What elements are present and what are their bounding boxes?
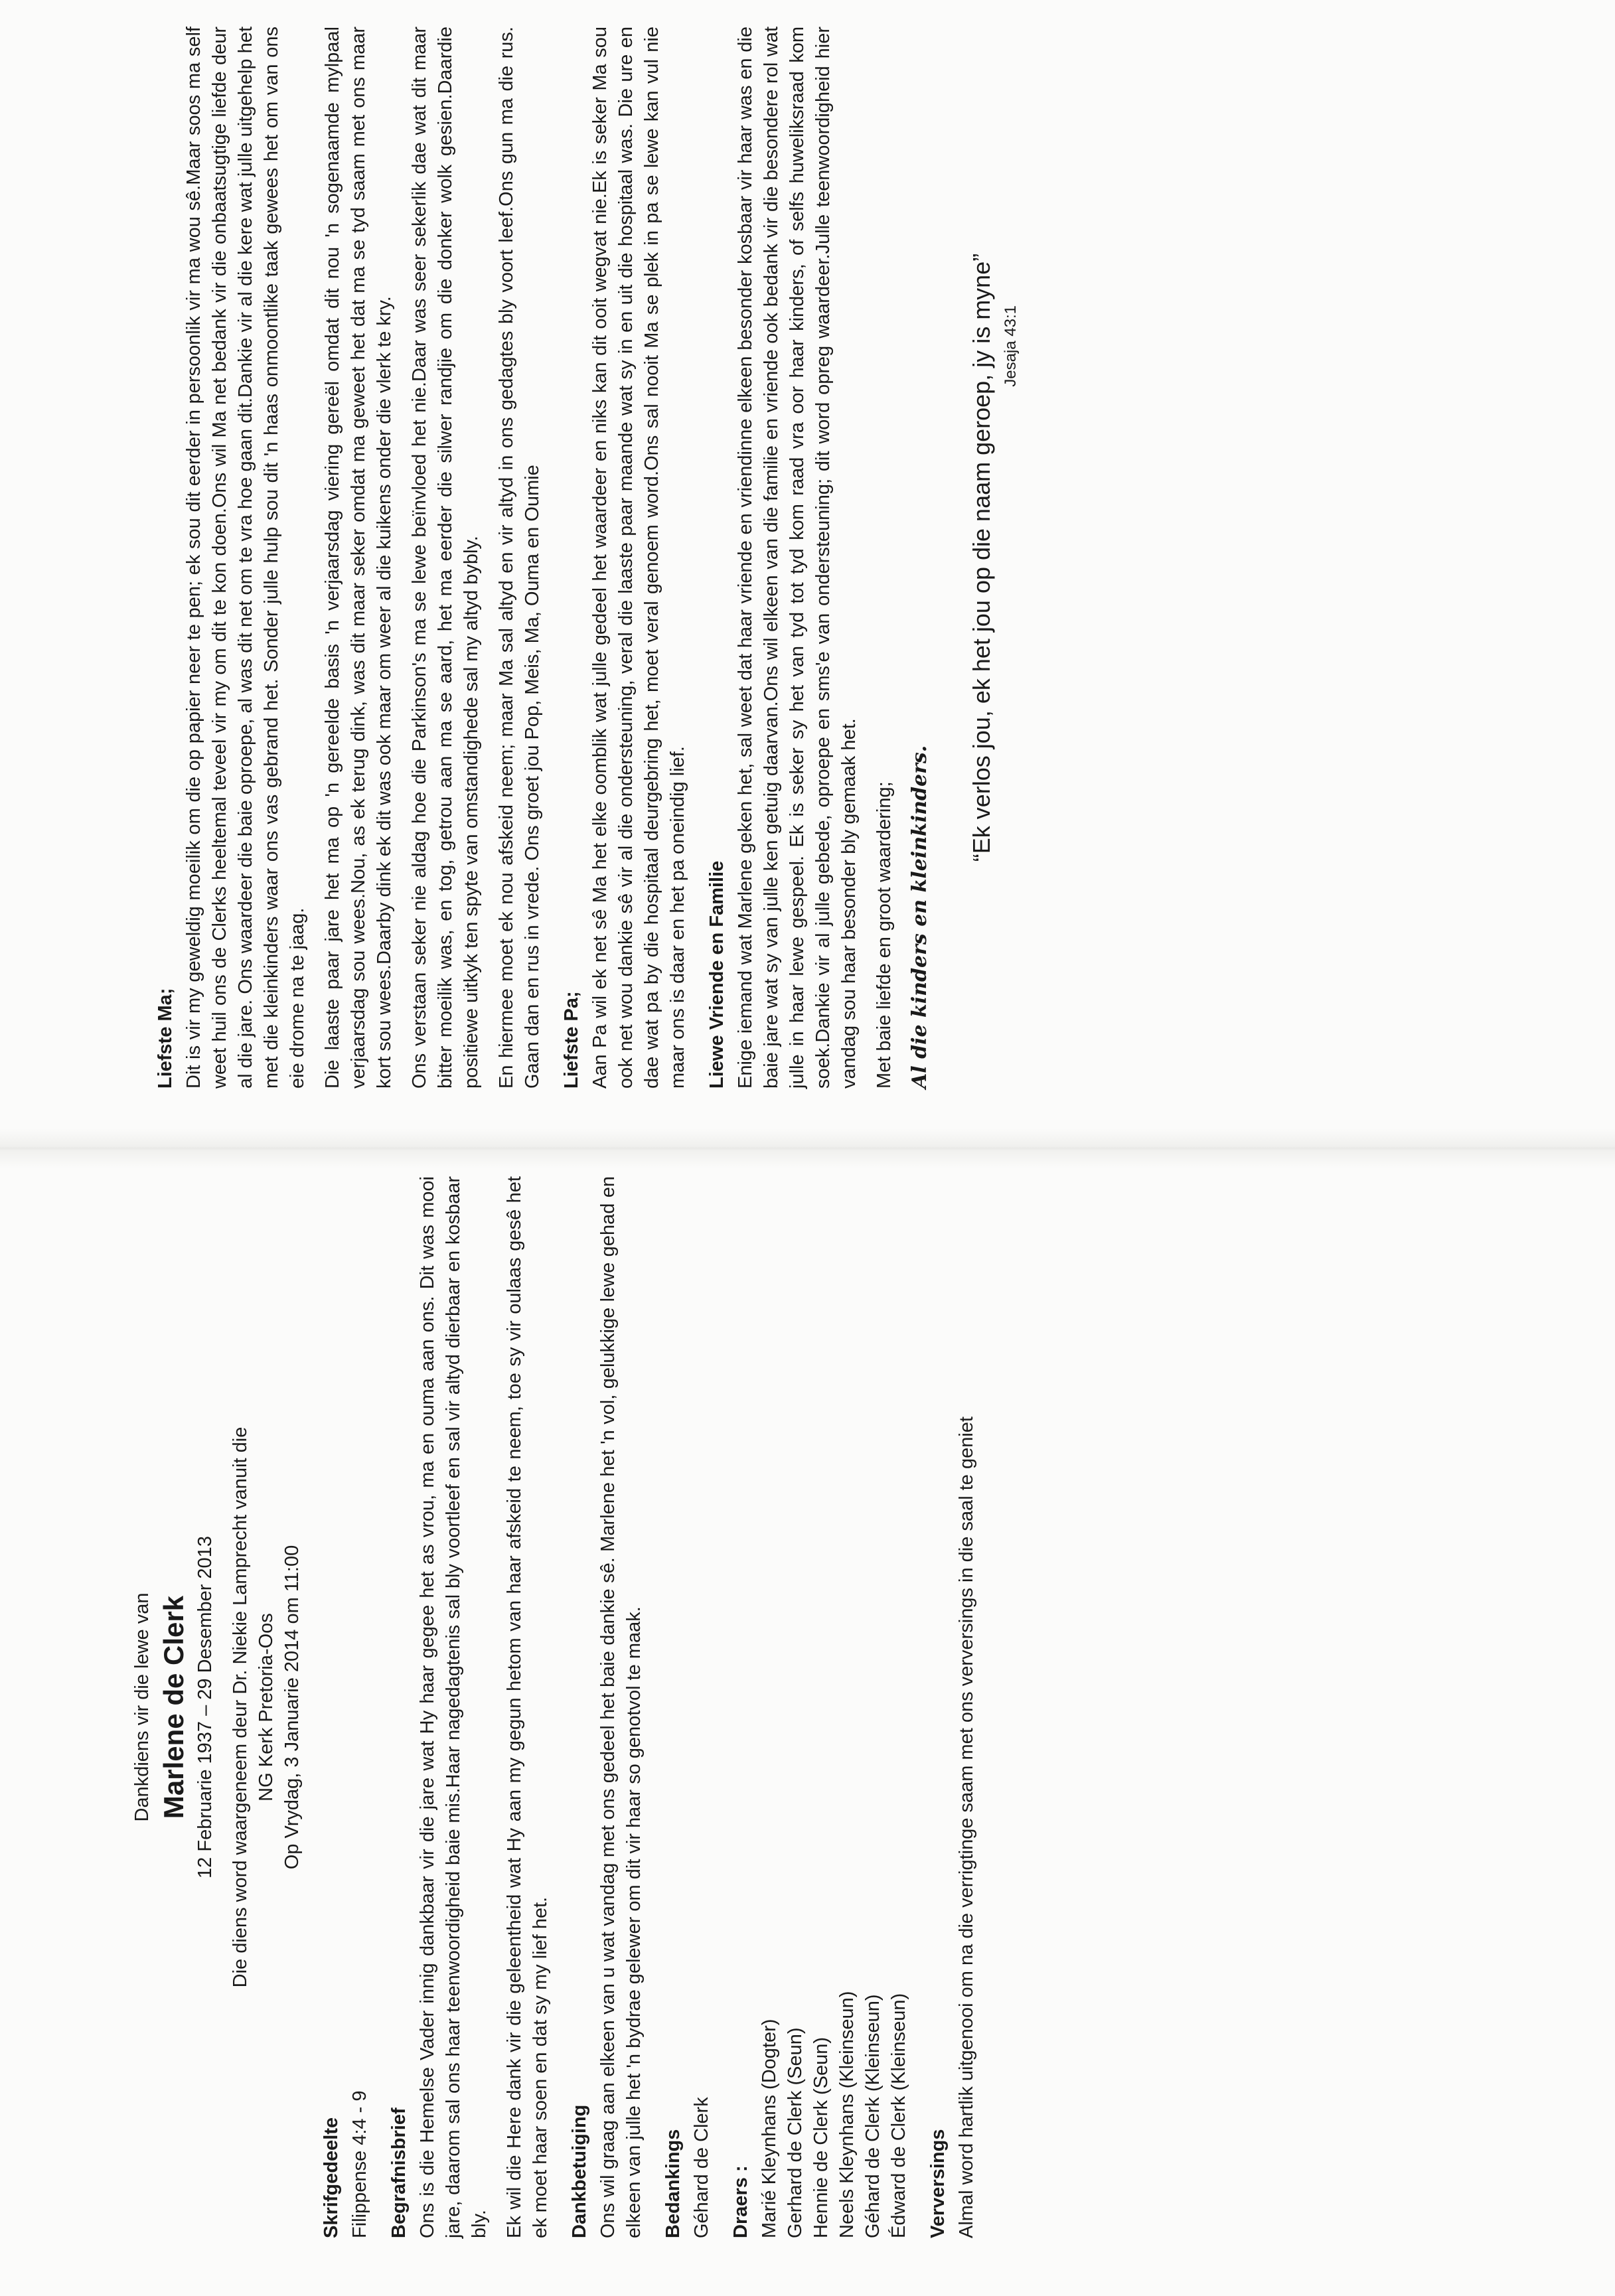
begrafnisbrief-paragraph-2: Ek wil die Here dank vir die geleentheid wat Hy aan my gegun hetom van haar afskeid te neem, toe sy vir oulaas gesê het ek moet haar soen en dat sy my lief het. xyxy=(504,1176,551,2238)
letter-paragraph-5: Aan Pa wil ek net sê Ma het elke oomblik wat julle gedeel het waardeer en niks kan dit ooit wegvat nie.Ek is seker Ma sou ook net wou dankie sê vir al die ondersteuning, veral die laaste paar maande wat sy in en uit die hospitaal was. Die ure en dae wat pa by die hospitaal deurgebring het, moet veral genoem word.Ons sal nooit Ma se plek in pa se lewe kan vul nie maar ons is daar en het pa oneindig lief. xyxy=(589,27,688,1089)
begrafnisbrief-paragraph-1: Ons is die Hemelse Vader innig dankbaar vir die jare wat Hy haar gegee het as vrou, ma en ouma aan ons. Dit was mooi jare, daarom sal ons haar teenwoordigheid baie mis.Haar nagedagtenis sal bly voortleef en sal vir altyd dierbaar en kosbaar bly. xyxy=(417,1176,490,2238)
letter-panel xyxy=(139,27,1024,1089)
list-item: Édward de Clerk (Kleinseun) xyxy=(888,1993,909,2238)
scripture-passage: Filippense 4:4 - 9 xyxy=(349,2090,370,2238)
pallbearer-list xyxy=(757,1176,912,2238)
heading-liefste-pa: Liefste Pa; xyxy=(561,991,582,1089)
verversings-text: Almal word hartlik uitgenooi om na die verrigtinge saam met ons verversings in die saal te geniet xyxy=(956,1416,977,2238)
life-dates: 12 Februarie 1937 – 29 Desember 2013 xyxy=(194,1536,216,1878)
heading-draers: Draers : xyxy=(730,2165,751,2238)
program-intro: Dankdiens vir die lewe van xyxy=(131,1592,153,1822)
service-line-1: Die diens word waargeneem deur Dr. Niekie Lamprecht vanuit die xyxy=(230,1426,251,1988)
dankbetuiging-text: Ons wil graag aan elkeen van u wat vandag met ons gedeel het baie dankie sê. Marlene het 'n vol, gelukkige lewe gehad en elkeen van julle het 'n bydrae gelewer om dit vir haar so genotvol te maak. xyxy=(597,1176,645,2238)
list-item: Gerhard de Clerk (Seun) xyxy=(785,2027,806,2238)
program-panel xyxy=(129,1176,989,2238)
list-item: Neels Kleynhans (Kleinseun) xyxy=(836,1991,858,2238)
letter-signature: Al die kinders en kleinkinders. xyxy=(908,745,931,1089)
heading-begrafnisbrief: Begrafnisbrief xyxy=(388,2107,410,2238)
heading-vriende-familie: Liewe Vriende en Familie xyxy=(706,860,728,1089)
letter-closing: Met baie liefde en groot waardering; xyxy=(874,781,895,1089)
list-item: Géhard de Clerk (Kleinseun) xyxy=(862,1994,884,2238)
letter-paragraph-3: Ons verstaan seker nie aldag hoe die Parkinson's ma se lewe beïnvloed het nie.Daar was seer sekerlik dae wat dit maar bitter moeilik was, en tog, getrou aan ma se aard, het ma eerder die silwer randjie om die donker wolk gesien.Daardie positiewe uitkyk ten spyte van omstandighede sal my altyd bybly. xyxy=(409,27,482,1089)
deceased-name: Marlene de Clerk xyxy=(158,1595,189,1819)
letter-paragraph-4: En hiermee moet ek nou afskeid neem; maar Ma sal altyd en vir altyd in ons gedagtes bly voort leef.Ons gun ma die rus. Gaan dan en rus in vrede. Ons groet jou Pop, Meis, Ma, Ouma en Oumie xyxy=(496,27,543,1089)
letter-paragraph-2: Die laaste paar jare het ma op 'n gereelde basis 'n verjaarsdag viering gereël omdat dit nou 'n sogenaamde mylpaal verjaarsdag sou wees.Nou, as ek terug dink, was dit maar seker omdat ma geweet het dat ma se tyd saam met ons maar kort sou wees.Daarby dink ek dit was ook maar om weer al die kuikens onder die vlerk te kry. xyxy=(322,27,395,1089)
heading-skrifgedeelte: Skrifgedeelte xyxy=(321,2117,342,2238)
scripture-reference: Jesaja 43:1 xyxy=(1002,305,1020,387)
service-line-3: Op Vrydag, 3 Januarie 2014 om 11:00 xyxy=(281,1545,303,1870)
scripture-quote: “Ek verlos jou, ek het jou op die naam geroep, jy is myne” xyxy=(968,253,995,862)
heading-dankbetuiging: Dankbetuiging xyxy=(569,2104,590,2238)
letter-paragraph-6: Enige iemand wat Marlene geken het, sal weet dat haar vriende en vriendinne elkeen besonder kosbaar vir haar was en die baie jare wat sy van julle ken getuig daarvan.Ons wil elkeen van die familie en vriende ook bedank vir die besondere rol wat julle in haar lewe gespeel. Ek is seker sy het van tyd tot tyd kom raad vra oor haar kinders, of selfs huweliksraad kom soek.Dankie vir al julle gebede, oproepe en sms'e van ondersteuning; dit word opreg waardeer.Julle teenwoordigheid hier vandag sou haar besonder bly gemaak het. xyxy=(735,27,860,1089)
heading-verversings: Verversings xyxy=(927,2129,949,2238)
letter-paragraph-1: Dit is vir my geweldig moeilik om die op papier neer te pen; ek sou dit eerder in persoonlik vir ma wou sê.Maar soos ma self weet huil ons de Clerks heeltemal teveel vir my om dit te kon doen.Ons wil Ma net bedank vir die onbaatsugtige liefde deur al die jare. Ons waardeer die baie oproepe, al was dit net om te vra hoe gaan dit.Dankie vir al die kere wat julle uitgehelp het met die kleinkinders waar ons vas gebrand het. Sonder julle hulp sou dit 'n haas onmoontlike taak gewees het om van ons eie drome na te jaag. xyxy=(183,27,308,1089)
service-line-2: NG Kerk Pretoria-Oos xyxy=(256,1613,277,1801)
page-fold xyxy=(0,1128,1615,1168)
list-item: Marié Kleynhans (Dogter) xyxy=(759,2019,780,2238)
bedankings-name: Géhard de Clerk xyxy=(691,2097,712,2238)
heading-liefste-ma: Liefste Ma; xyxy=(155,988,176,1089)
heading-bedankings: Bedankings xyxy=(662,2129,684,2238)
list-item: Hennie de Clerk (Seun) xyxy=(810,2036,832,2238)
